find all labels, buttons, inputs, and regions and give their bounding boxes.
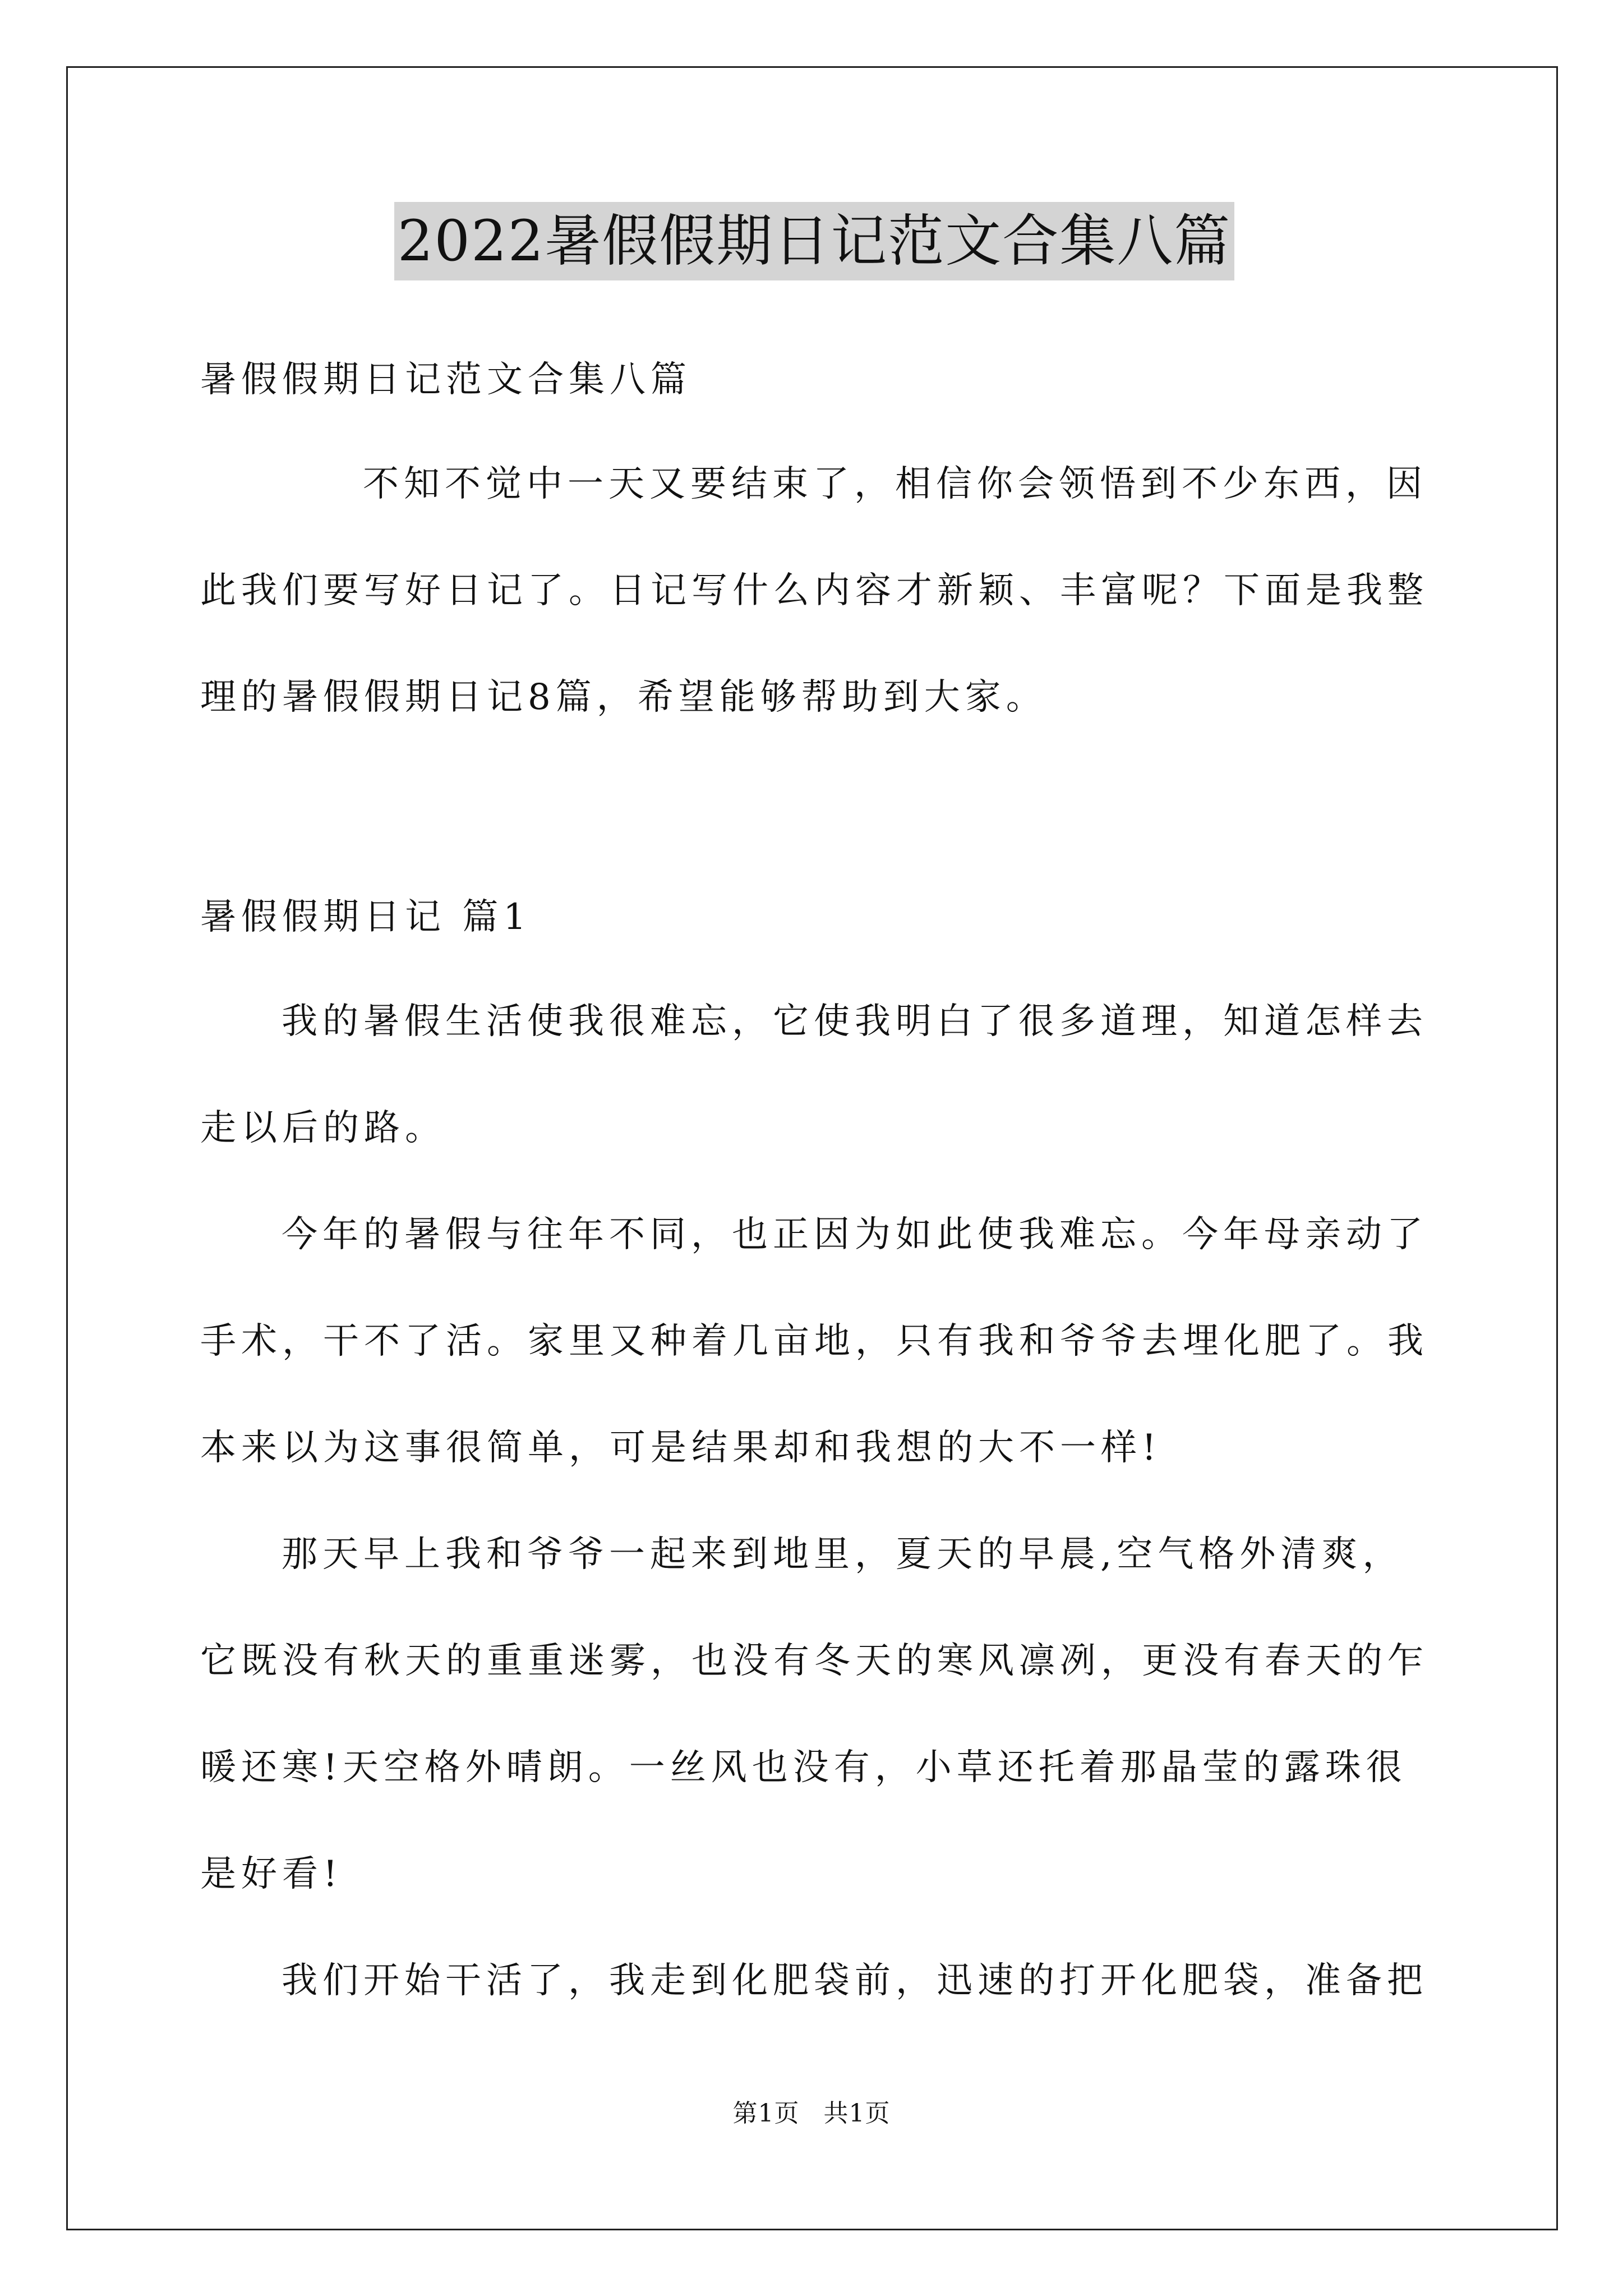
page-total: 共1页 xyxy=(823,2099,891,2128)
section-heading: 暑假假期日记 篇1 xyxy=(200,896,532,938)
body-paragraph: 今年的暑假与往年不同，也正因为如此使我难忘。今年母亲动了手术，干不了活。家里又种着几亩地，只有我和爷爷去埋化肥了。我本来以为这事很简单，可是结果却和我想的大不一样! xyxy=(200,1214,1428,1469)
body-paragraph: 那天早上我和爷爷一起来到地里，夏天的早晨,空气格外清爽，它既没有秋天的重重迷雾，也没有冬天的寒风凛冽，更没有春天的乍暖还寒!天空格外晴朗。一丝风也没有，小草还托着那晶莹的露珠很是好看! xyxy=(200,1534,1428,1895)
intro-paragraph: 不知不觉中一天又要结束了，相信你会领悟到不少东西，因此我们要写好日记了。日记写什么内容才新颖、丰富呢？下面是我整理的暑假假期日记8篇，希望能够帮助到大家。 xyxy=(200,463,1428,718)
page-footer xyxy=(0,2097,1623,2131)
body-paragraph: 我们开始干活了，我走到化肥袋前，迅速的打开化肥袋，准备把 xyxy=(282,1960,1428,2001)
title-container xyxy=(200,202,1428,280)
document-title: 2022暑假假期日记范文合集八篇 xyxy=(394,202,1235,280)
page-number: 第1页 xyxy=(732,2099,800,2128)
document-subtitle: 暑假假期日记范文合集八篇 xyxy=(200,359,691,401)
body-paragraph: 我的暑假生活使我很难忘，它使我明白了很多道理，知道怎样去走以后的路。 xyxy=(200,1001,1428,1149)
